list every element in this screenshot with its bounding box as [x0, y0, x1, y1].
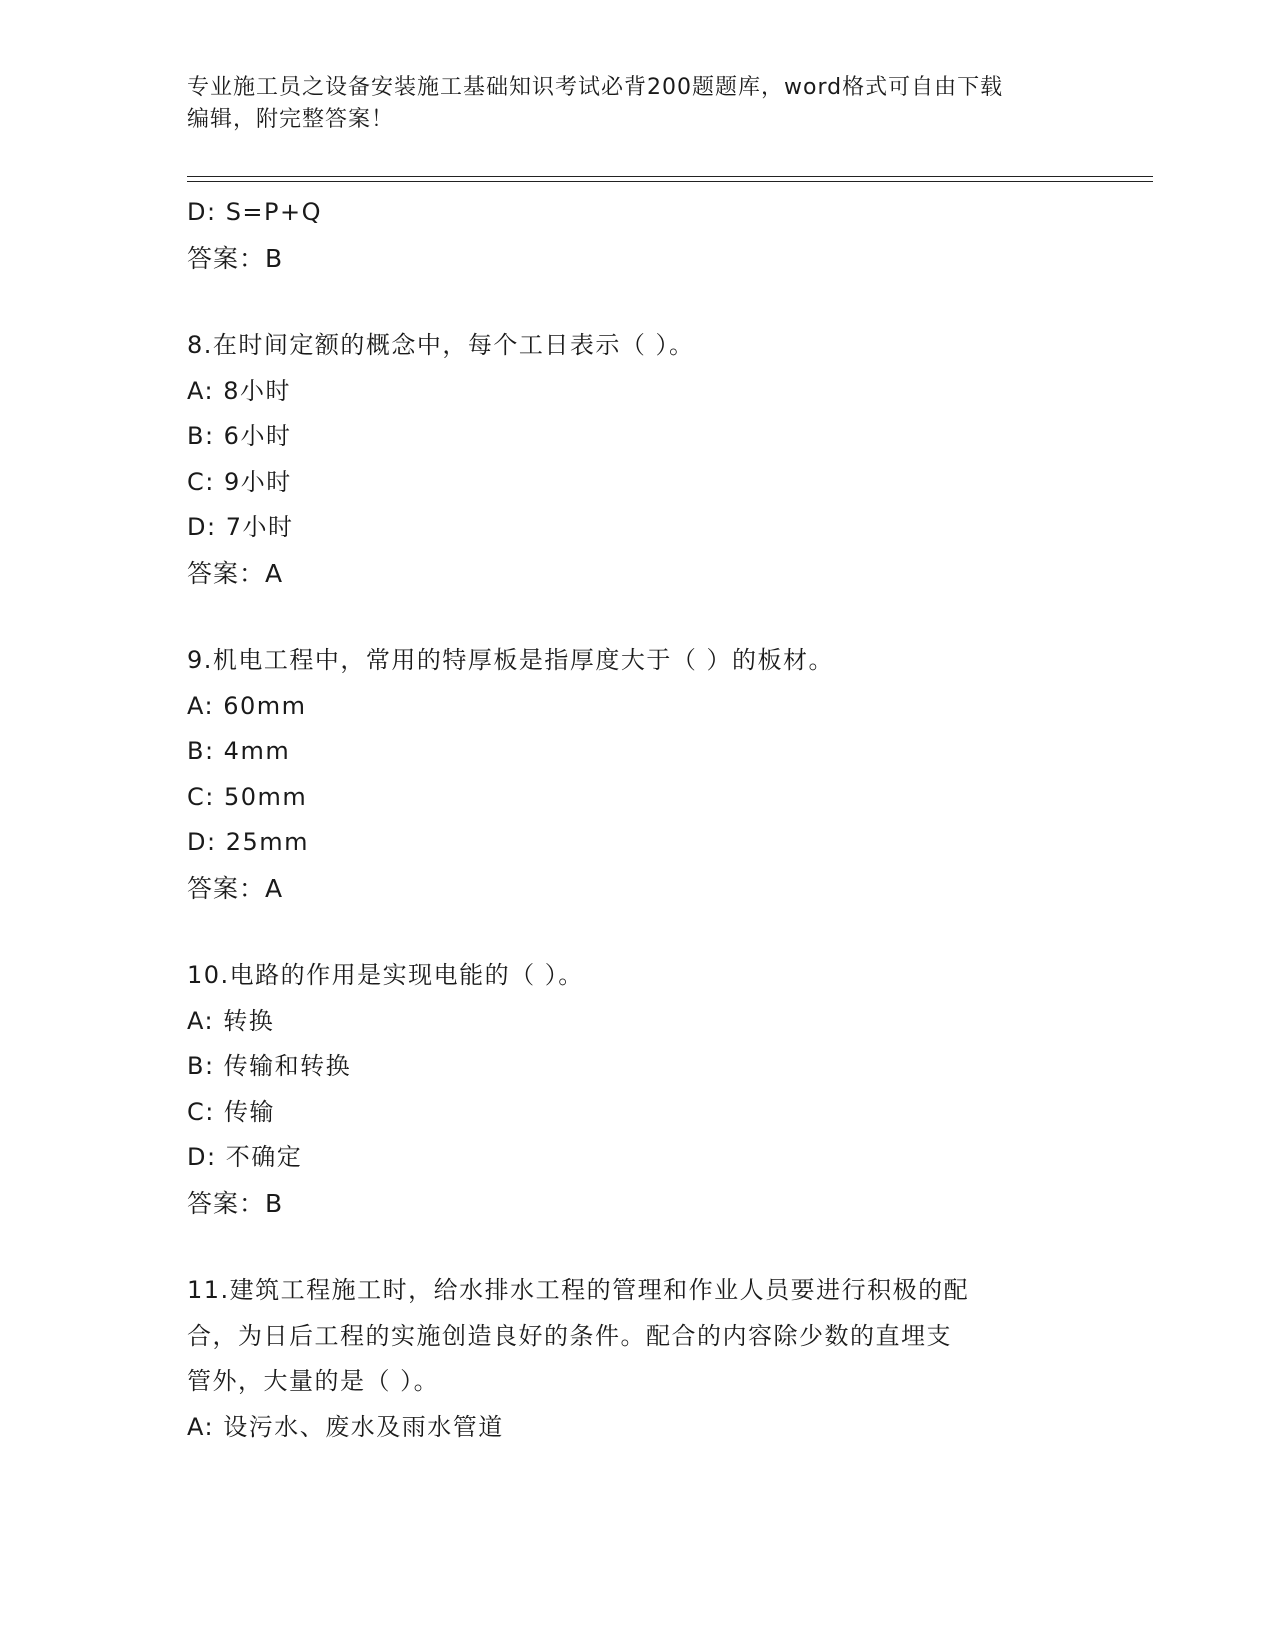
option-a: A: 8小时 [187, 376, 291, 405]
header-divider-top [187, 176, 1153, 177]
question-7-tail [187, 190, 1087, 281]
page-header [187, 72, 1067, 136]
question-stem: 9.机电工程中，常用的特厚板是指厚度大于（ ）的板材。 [187, 646, 835, 674]
option-b: B: 传输和转换 [187, 1052, 352, 1080]
option-c: C: 50mm [187, 782, 308, 811]
question-8 [187, 323, 1087, 596]
option-d: D: 7小时 [187, 513, 294, 541]
question-stem-line-3: 管外，大量的是（ ）。 [187, 1367, 440, 1395]
option-a: A: 60mm [187, 691, 307, 720]
option-d: D: S=P+Q [187, 198, 323, 226]
question-9 [187, 638, 1087, 911]
option-b: B: 4mm [187, 737, 291, 765]
option-c: C: 9小时 [187, 467, 292, 496]
option-d: D: 25mm [187, 828, 309, 856]
question-11 [187, 1268, 1087, 1450]
header-divider-bottom [187, 181, 1153, 182]
answer-line: 答案：B [187, 1188, 284, 1218]
question-stem-line-2: 合，为日后工程的实施创造良好的条件。配合的内容除少数的直埋支 [187, 1321, 952, 1350]
header-title-line-2: 编辑，附完整答案！ [187, 107, 395, 132]
option-a: A: 设污水、废水及雨水管道 [187, 1412, 504, 1441]
option-c: C: 传输 [187, 1097, 275, 1126]
header-title-line-1: 专业施工员之设备安装施工基础知识考试必背200题题库，word格式可自由下载 [187, 75, 1004, 100]
question-list [187, 190, 1087, 1450]
answer-line: 答案：B [187, 243, 284, 273]
answer-line: 答案：A [187, 873, 284, 903]
answer-line: 答案：A [187, 558, 284, 588]
option-b: B: 6小时 [187, 422, 292, 450]
question-stem-line-1: 11.建筑工程施工时，给水排水工程的管理和作业人员要进行积极的配 [187, 1276, 970, 1304]
question-stem: 10.电路的作用是实现电能的（ ）。 [187, 961, 584, 989]
question-10 [187, 953, 1087, 1226]
question-stem: 8.在时间定额的概念中，每个工日表示（ ）。 [187, 331, 695, 359]
option-a: A: 转换 [187, 1006, 275, 1035]
option-d: D: 不确定 [187, 1143, 303, 1171]
